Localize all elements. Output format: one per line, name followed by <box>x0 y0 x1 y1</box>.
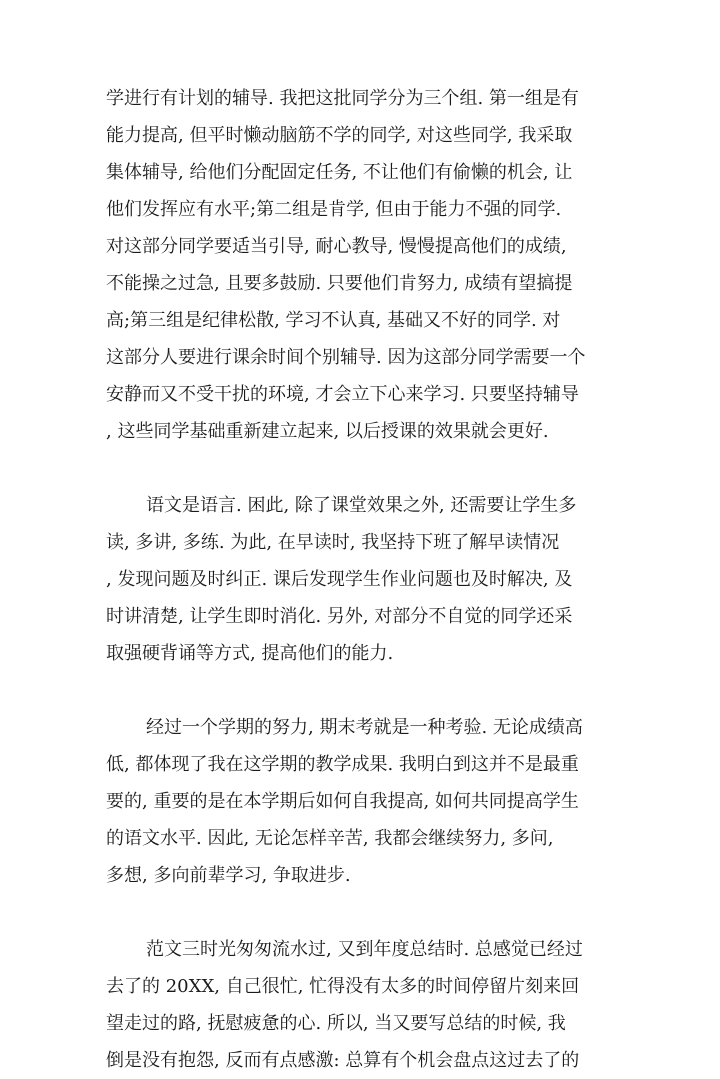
paragraph-3 <box>106 709 618 894</box>
text-line: 集体辅导, 给他们分配固定任务, 不让他们有偷懒的机会, 让 <box>106 162 573 183</box>
paragraph-2 <box>106 487 618 672</box>
text-line: 高;第三组是纪律松散, 学习不认真, 基础又不好的同学. 对 <box>106 310 561 331</box>
text-line: 他们发挥应有水平;第二组是肯学, 但由于能力不强的同学. <box>106 199 562 220</box>
text-line: 学进行有计划的辅导. 我把这批同学分为三个组. 第一组是有 <box>106 88 579 109</box>
text-line: 的语文水平. 因此, 无论怎样辛苦, 我都会继续努力, 多问, <box>106 828 554 849</box>
text-line: 倒是没有抱怨, 反而有点感激: 总算有个机会盘点这过去了的 <box>106 1050 580 1071</box>
text-line: 多想, 多向前辈学习, 争取进步. <box>106 865 351 886</box>
text-line: 对这部分同学要适当引导, 耐心教导, 慢慢提高他们的成绩, <box>106 236 567 257</box>
text-line: 不能操之过急, 且要多鼓励. 只要他们肯努力, 成绩有望搞提 <box>106 273 573 294</box>
text-line: 安静而又不受干扰的环境, 才会立下心来学习. 只要坚持辅导 <box>106 384 579 405</box>
document-body <box>106 80 618 1079</box>
text-line: 这部分人要进行课余时间个别辅导. 因为这部分同学需要一个 <box>106 347 586 368</box>
text-line: 语文是语言. 困此, 除了课堂效果之外, 还需要让学生多 <box>146 495 577 516</box>
text-line: 范文三时光匆匆流水过, 又到年度总结时. 总感觉已经过 <box>146 939 583 960</box>
text-line: 能力提高, 但平时懒动脑筋不学的同学, 对这些同学, 我采取 <box>106 125 573 146</box>
text-line: 取强硬背诵等方式, 提高他们的能力. <box>106 643 394 664</box>
text-line: 读, 多讲, 多练. 为此, 在早读时, 我坚持下班了解早读情况 <box>106 532 560 553</box>
text-line: 要的, 重要的是在本学期后如何自我提高, 如何共同提高学生 <box>106 791 579 812</box>
text-line: 经过一个学期的努力, 期末考就是一种考验. 无论成绩高 <box>146 717 583 738</box>
paragraph-gap <box>106 450 618 487</box>
paragraph-4 <box>106 931 618 1079</box>
text-line: , 这些同学基础重新建立起来, 以后授课的效果就会更好. <box>106 421 549 442</box>
text-line: 低, 都体现了我在这学期的教学成果. 我明白到这并不是最重 <box>106 754 579 775</box>
paragraph-1 <box>106 80 618 450</box>
text-line: 望走过的路, 抚慰疲惫的心. 所以, 当又要写总结的时候, 我 <box>106 1013 566 1034</box>
text-line: 去了的 20XX, 自己很忙, 忙得没有太多的时间停留片刻来回 <box>106 976 580 997</box>
paragraph-gap <box>106 894 618 931</box>
text-line: , 发现问题及时纠正. 课后发现学生作业问题也及时解决, 及 <box>106 569 573 590</box>
text-line: 时讲清楚, 让学生即时消化. 另外, 对部分不自觉的同学还采 <box>106 606 573 627</box>
paragraph-gap <box>106 672 618 709</box>
